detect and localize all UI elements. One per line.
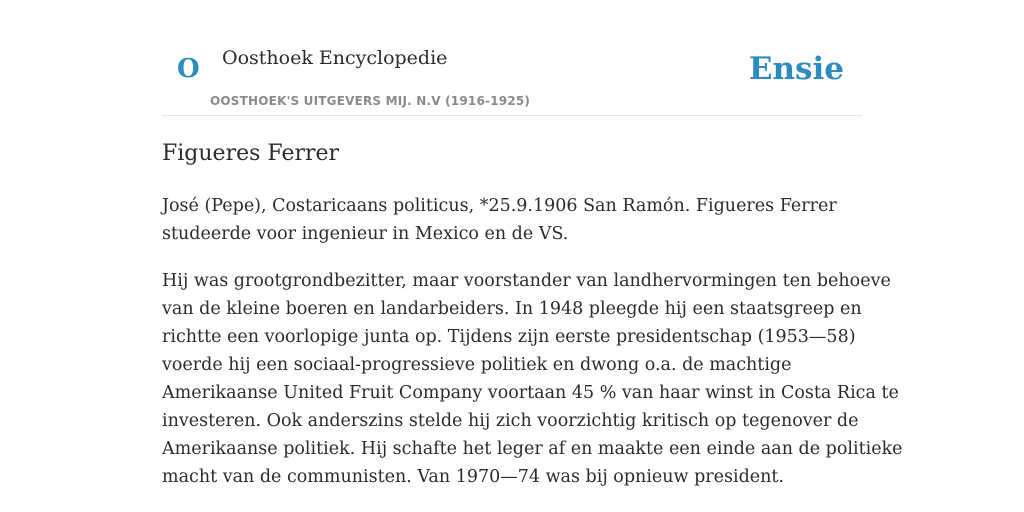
paragraph-line: voerde hij een sociaal-progressieve politiek en dwong o.a. de machtige <box>162 355 792 375</box>
paragraph-line: macht van de communisten. Van 1970—74 was bij opnieuw president. <box>162 467 785 487</box>
paragraph-line: richtte een voorlopige junta op. Tijdens zijn eerste presidentschap (1953—58) <box>162 327 856 347</box>
paragraph-line: Amerikaanse politiek. Hij schafte het leger af en maakte een einde aan de politieke <box>162 439 903 459</box>
paragraph-line: Amerikaanse United Fruit Company voortaan 45 % van haar winst in Costa Rica te <box>162 383 899 403</box>
article <box>162 138 903 491</box>
site-title: Oosthoek Encyclopedie <box>222 47 448 69</box>
site-header <box>162 0 862 116</box>
article-title: Figueres Ferrer <box>162 141 340 166</box>
paragraph-line: van de kleine boeren en landarbeiders. In 1948 pleegde hij een staatsgreep en <box>162 299 862 319</box>
publisher-subtitle: OOSTHOEK'S UITGEVERS MIJ. N.V (1916-1925) <box>210 94 531 108</box>
ensie-logo-link[interactable]: Ensie <box>748 51 844 87</box>
article-paragraph-1 <box>162 192 862 248</box>
paragraph-line: José (Pepe), Costaricaans politicus, *25.9.1906 San Ramón. Figueres Ferrer <box>162 196 837 216</box>
article-paragraph-2 <box>162 267 903 491</box>
logo-o[interactable]: O <box>177 54 200 84</box>
paragraph-line: studeerde voor ingenieur in Mexico en de VS. <box>162 224 569 244</box>
paragraph-line: Hij was grootgrondbezitter, maar voorstander van landhervormingen ten behoeve <box>162 271 891 291</box>
paragraph-line: investeren. Ook anderszins stelde hij zich voorzichtig kritisch op tegenover de <box>162 411 859 431</box>
